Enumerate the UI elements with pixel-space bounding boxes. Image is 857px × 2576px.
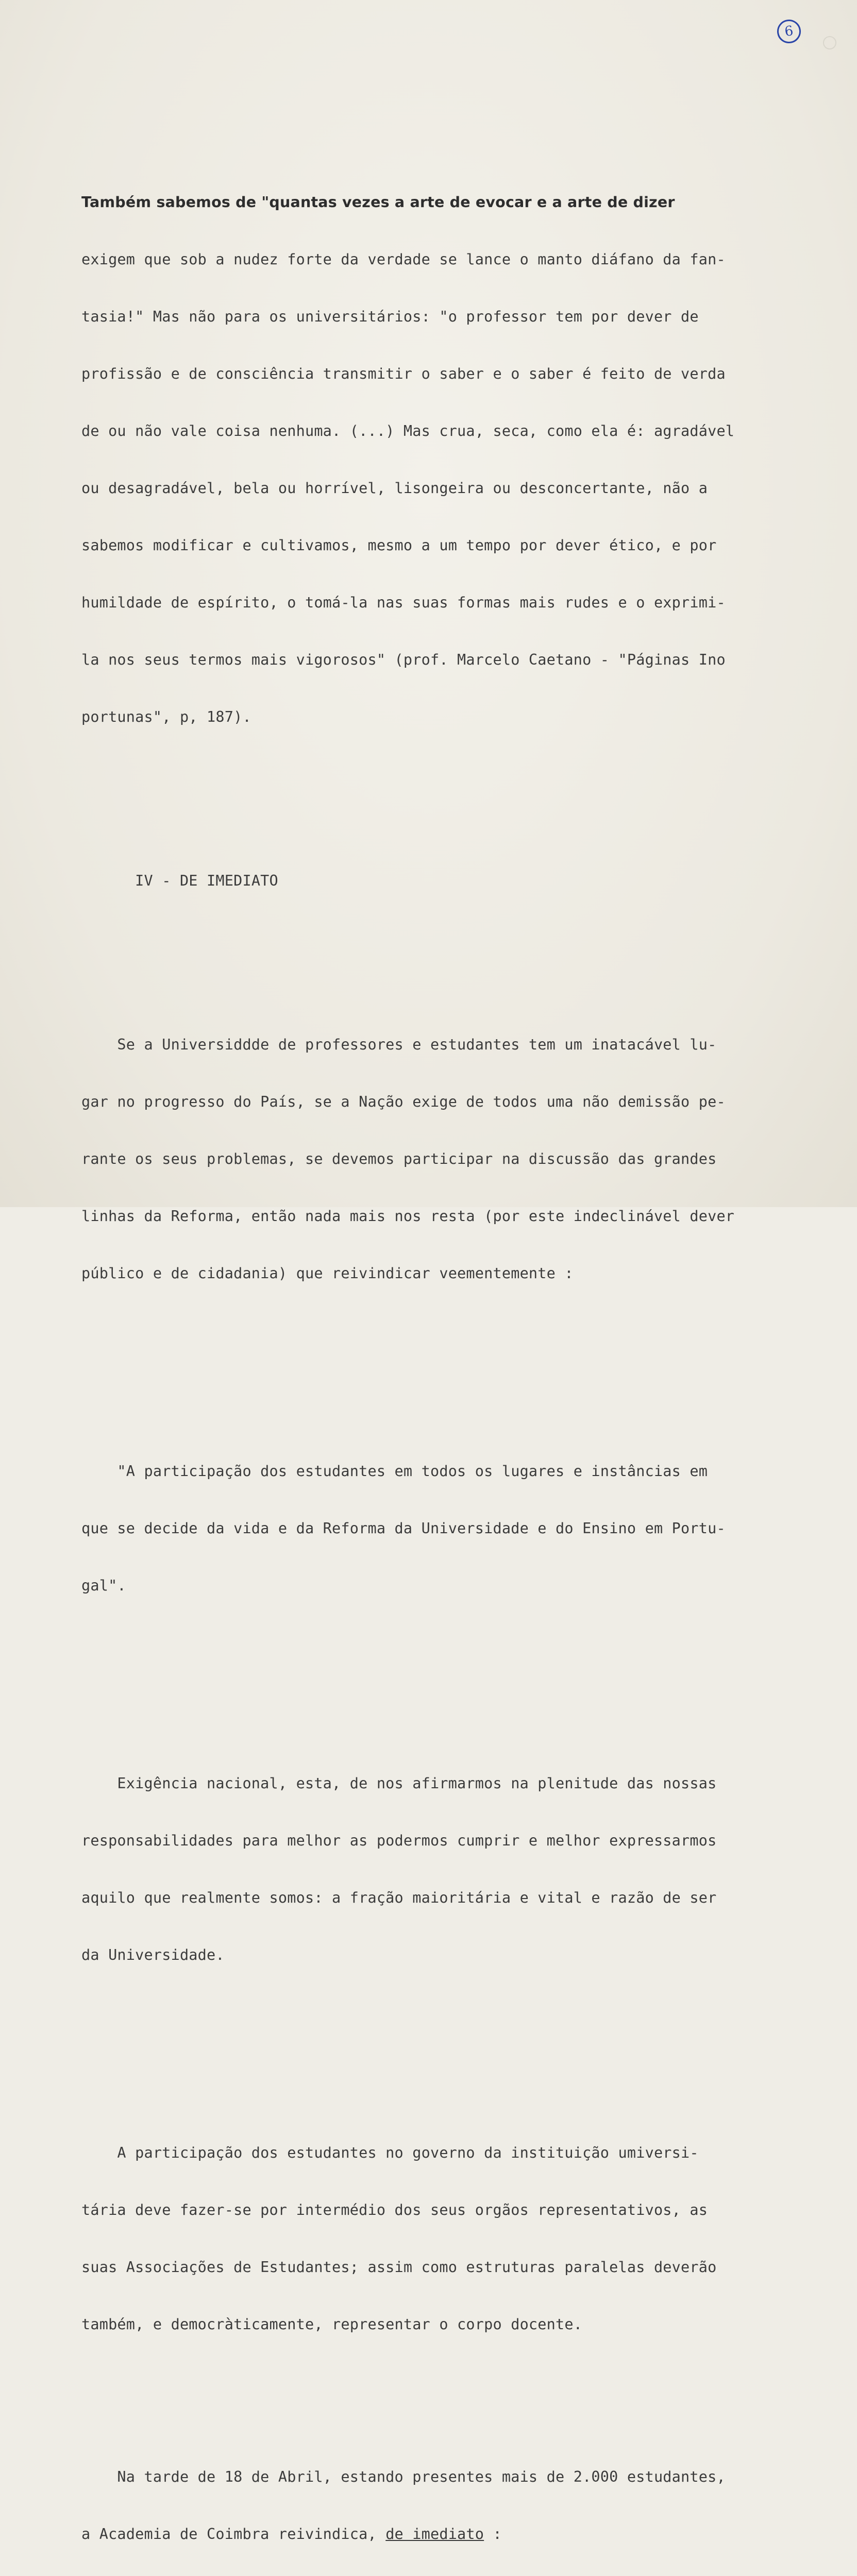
paragraph-4 [81,2105,824,2372]
bleed-through-mark [823,36,836,49]
text-line: Também sabemos de "quantas vezes a arte de evocar e a arte de dizer [81,194,675,211]
document-body [81,116,824,2576]
text-line: "A participação dos estudantes em todos os lugares e instâncias em [81,1463,708,1480]
paragraph-1 [81,155,824,765]
text-line: linhas da Reforma, então nada mais nos resta (por este indeclinável dever [81,1208,735,1225]
text-line: responsabilidades para melhor as podermos cumprir e melhor expressarmos [81,1832,717,1849]
text-line: que se decide da vida e da Reforma da Universidade e do Ensino em Portu- [81,1520,726,1537]
text-line: Se a Universiddde de professores e estudantes tem um inatacável lu- [81,1036,717,1053]
text-line [81,2524,824,2544]
text-line: aquilo que realmente somos: a fração maioritária e vital e razão de ser [81,1889,717,1906]
paragraph-5 [81,2429,824,2576]
text-line: ou desagradável, bela ou horrível, lisongeira ou desconcertante, não a [81,480,708,497]
text-line: humildade de espírito, o tomá-la nas suas formas mais rudes e o exprimi- [81,594,726,611]
text-line: portunas", p, 187). [81,708,251,725]
paragraph-3 [81,1736,824,2003]
text-line: rante os seus problemas, se devemos participar na discussão das grandes [81,1150,717,1167]
text-line: sabemos modificar e cultivamos, mesmo a um tempo por dever ético, e por [81,537,717,554]
text-line: suas Associações de Estudantes; assim como estruturas paralelas deverão [81,2259,717,2276]
text-line: público e de cidadania) que reivindicar veementemente : [81,1265,574,1282]
text-line: também, e democràticamente, representar o corpo docente. [81,2316,583,2333]
text-line: tasia!" Mas não para os universitários: "o professor tem por dever de [81,308,699,325]
paragraph-2 [81,997,824,1321]
text-line: Na tarde de 18 de Abril, estando presentes mais de 2.000 estudantes, [81,2468,726,2485]
underlined-text: de imediato [385,2526,484,2543]
text-line: profissão e de consciência transmitir o saber e o saber é feito de verda [81,365,726,382]
quote-paragraph [81,1423,824,1633]
section-heading-text: IV - DE IMEDIATO [135,872,278,889]
text-line: A participação dos estudantes no governo da instituição umiversi- [81,2144,699,2161]
text-line: exigem que sob a nudez forte da verdade se lance o manto diáfano da fan- [81,251,726,268]
section-heading [81,871,824,890]
text-line: de ou não vale coisa nenhuma. (...) Mas crua, seca, como ela é: agradável [81,422,735,439]
page-number-stamp: 6 [776,18,802,45]
text-line: tária deve fazer-se por intermédio dos seus orgãos representativos, as [81,2201,708,2218]
text-line: Exigência nacional, esta, de nos afirmarmos na plenitude das nossas [81,1775,717,1792]
text-line: da Universidade. [81,1946,225,1963]
text-fragment: a Academia de Coimbra reivindica, [81,2526,386,2543]
text-line: la nos seus termos mais vigorosos" (prof. Marcelo Caetano - "Páginas Ino [81,651,726,668]
text-line: gar no progresso do País, se a Nação exige de todos uma não demissão pe- [81,1093,726,1110]
text-fragment: : [484,2526,502,2543]
text-line: gal". [81,1577,126,1594]
